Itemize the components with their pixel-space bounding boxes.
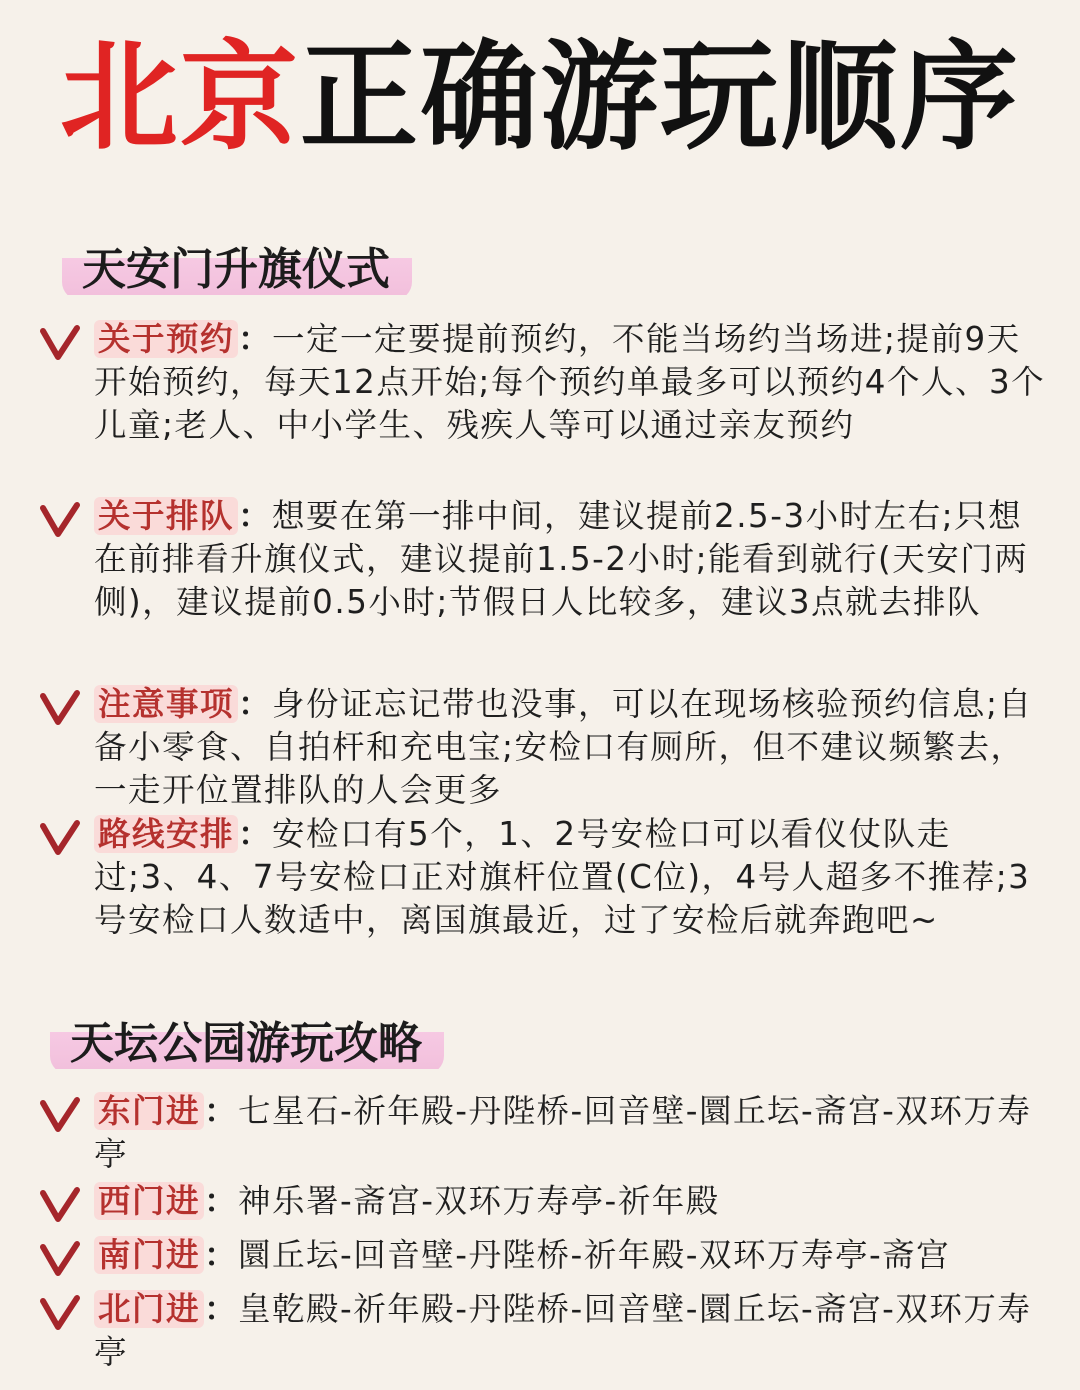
check-mark-icon bbox=[38, 497, 82, 541]
item-label: 东门进 bbox=[94, 1092, 204, 1130]
item-text: 皇乾殿-祈年殿-丹陛桥-回音壁-圜丘坛-斋宫-双环万寿亭 bbox=[94, 1290, 1032, 1371]
section-heading-temple-of-heaven: 天坛公园游玩攻略 bbox=[50, 1014, 444, 1074]
item-colon: ： bbox=[238, 815, 273, 853]
item-text: 神乐署-斋宫-双环万寿亭-祈年殿 bbox=[238, 1182, 720, 1220]
item-text: 身份证忘记带也没事，可以在现场核验预约信息;自备小零食、自拍杆和充电宝;安检口有厕所，但不建议频繁去，一走开位置排队的人会更多 bbox=[94, 685, 1033, 809]
section-heading-flag-ceremony: 天安门升旗仪式 bbox=[62, 240, 412, 300]
list-item bbox=[38, 1180, 1048, 1223]
item-label: 关于预约 bbox=[94, 320, 238, 358]
item-colon: ： bbox=[238, 320, 273, 358]
item-colon: ： bbox=[238, 497, 273, 535]
item-text: 一定一定要提前预约，不能当场约当场进;提前9天开始预约，每天12点开始;每个预约单最多可以预约4个人、3个儿童;老人、中小学生、残疾人等可以通过亲友预约 bbox=[94, 320, 1046, 444]
check-mark-icon bbox=[38, 320, 82, 364]
item-label: 路线安排 bbox=[94, 815, 238, 853]
check-mark-icon bbox=[38, 815, 82, 859]
list-item bbox=[38, 318, 1048, 447]
list-item bbox=[38, 1288, 1048, 1374]
item-colon: ： bbox=[238, 685, 273, 723]
check-mark-icon bbox=[38, 1290, 82, 1334]
item-label: 北门进 bbox=[94, 1290, 204, 1328]
item-label: 西门进 bbox=[94, 1182, 204, 1220]
item-colon: ： bbox=[204, 1092, 239, 1130]
list-item bbox=[38, 1234, 1048, 1277]
item-label: 注意事项 bbox=[94, 685, 238, 723]
item-colon: ： bbox=[204, 1290, 239, 1328]
page-title bbox=[0, 22, 1080, 172]
item-text: 七星石-祈年殿-丹陛桥-回音壁-圜丘坛-斋宫-双环万寿亭 bbox=[94, 1092, 1032, 1173]
item-text: 圜丘坛-回音壁-丹陛桥-祈年殿-双环万寿亭-斋宫 bbox=[238, 1236, 951, 1274]
check-mark-icon bbox=[38, 1092, 82, 1136]
list-item bbox=[38, 813, 1048, 942]
check-mark-icon bbox=[38, 1236, 82, 1280]
list-item bbox=[38, 683, 1048, 812]
item-text: 安检口有5个，1、2号安检口可以看仪仗队走过;3、4、7号安检口正对旗杆位置(C位)，4号人超多不推荐;3号安检口人数适中，离国旗最近，过了安检后就奔跑吧~ bbox=[94, 815, 1031, 939]
check-mark-icon bbox=[38, 1182, 82, 1226]
item-label: 关于排队 bbox=[94, 497, 238, 535]
item-text: 想要在第一排中间，建议提前2.5-3小时左右;只想在前排看升旗仪式，建议提前1.5-2小时;能看到就行(天安门两侧)，建议提前0.5小时;节假日人比较多，建议3点就去排队 bbox=[94, 497, 1029, 621]
check-mark-icon bbox=[38, 685, 82, 729]
item-label: 南门进 bbox=[94, 1236, 204, 1274]
title-subject: 正确游玩顺序 bbox=[300, 28, 1021, 166]
item-colon: ： bbox=[204, 1182, 239, 1220]
item-colon: ： bbox=[204, 1236, 239, 1274]
list-item bbox=[38, 1090, 1048, 1176]
title-city: 北京 bbox=[59, 28, 300, 166]
list-item bbox=[38, 495, 1048, 624]
